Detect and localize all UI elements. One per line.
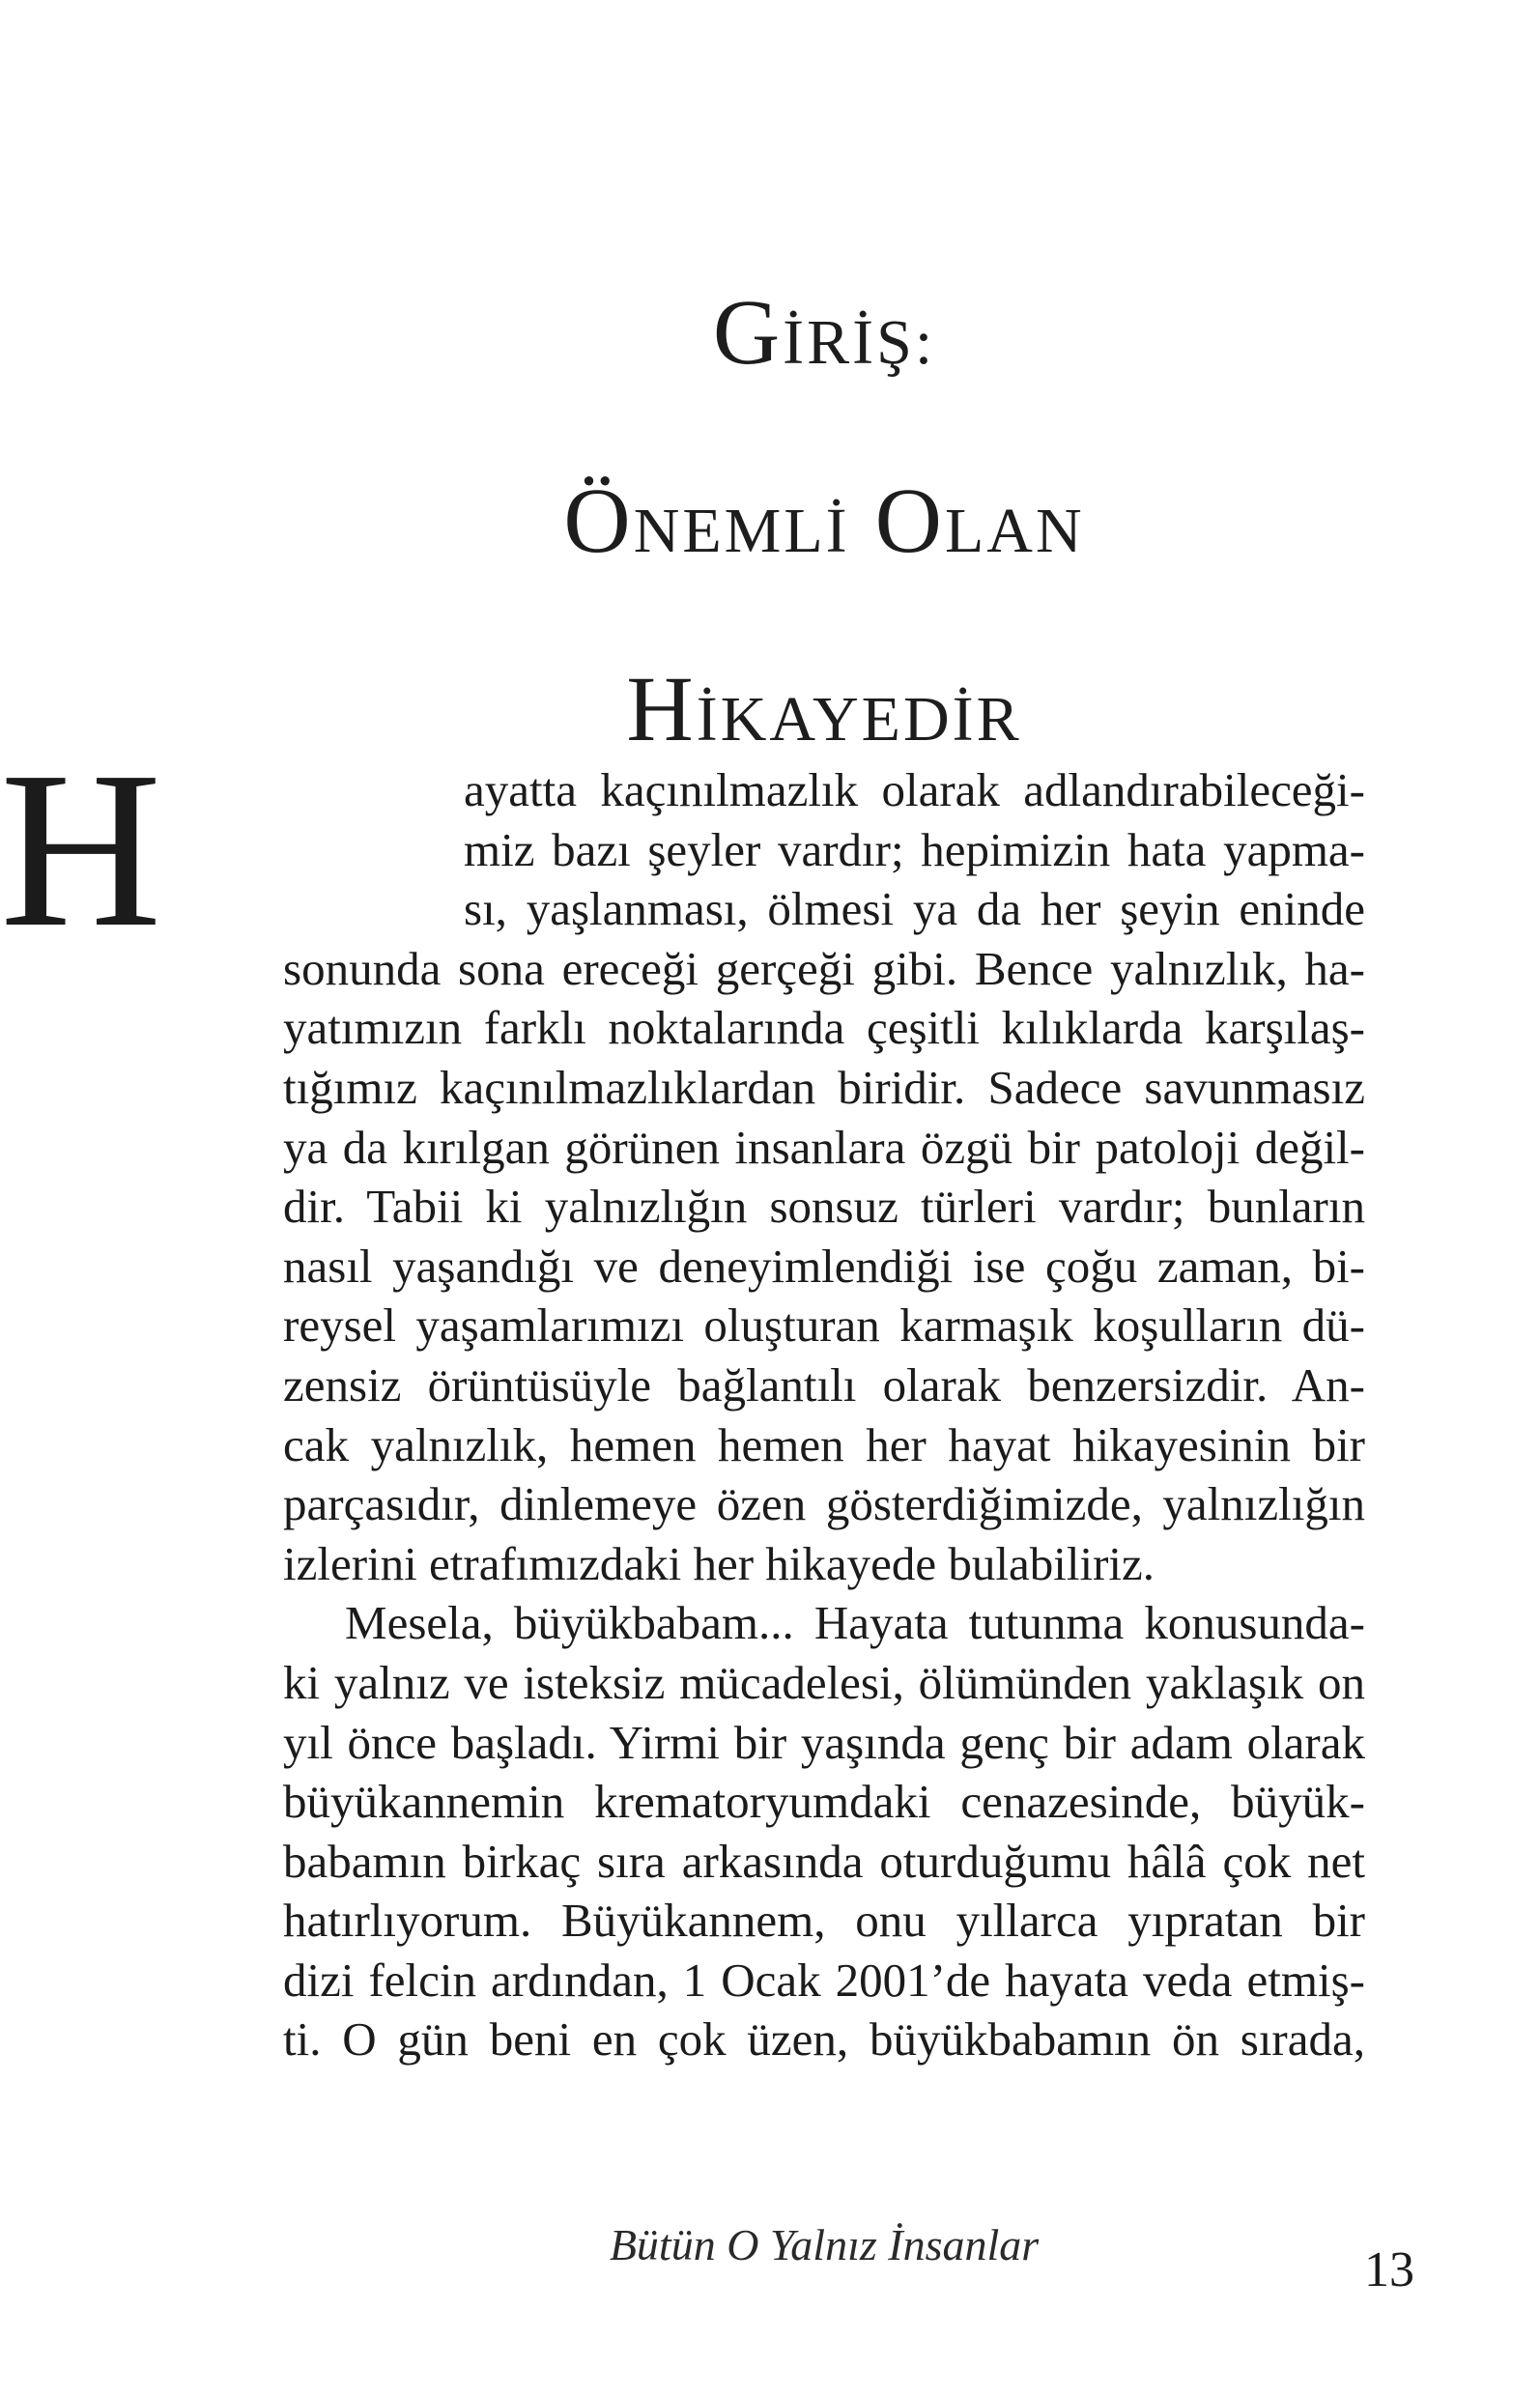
body-line: ayatta kaçınılmazlık olarak adlandırabileceği- [464,763,1365,816]
title-lead-cap: O [874,469,945,572]
body-line: sı, yaşlanması, ölmesi ya da her şeyin eninde [464,882,1365,936]
body-line: cak yalnızlık, hemen hemen her hayat hikayesinin bir [283,1417,1365,1471]
title-small-caps: İRİŞ: [783,307,936,378]
body-line: izlerini etrafımızdaki her hikayede bulabiliriz. [283,1536,1155,1590]
body-line: yıl önce başladı. Yirmi bir yaşında genç bir adam olarak [283,1715,1365,1769]
title-lead-cap: Ö [563,469,634,572]
page-number: 13 [1364,2242,1414,2297]
body-line: babamın birkaç sıra arkasında oturduğumu hâlâ çok net [283,1834,1365,1888]
title-small-caps: NEMLİ [633,496,850,566]
body-line: hatırlıyorum. Büyükannem, onu yıllarca yıpratan bir [283,1894,1365,1948]
chapter-title-line-2 [283,443,1365,625]
body-line: ya da kırılgan görünen insanlara özgü bir patoloji değil- [283,1120,1365,1174]
body-line: dizi felcin ardından, 1 Ocak 2001’de hayata veda etmiş- [283,1953,1365,2007]
body-line-paragraph-start: Mesela, büyükbabam... Hayata tutunma konusunda- [345,1596,1365,1650]
chapter-title [283,255,1365,813]
body-line: reysel yaşamlarımızı oluşturan karmaşık koşulların dü- [283,1298,1365,1353]
chapter-title-line-1 [283,255,1365,437]
body-line: tığımız kaçınılmazlıklardan biridir. Sadece savunmasız [283,1060,1365,1114]
body-line: sonunda sona ereceği gerçeği gibi. Bence yalnızlık, ha- [283,941,1365,995]
title-lead-cap: G [712,280,784,384]
body-line: büyükannemin krematoryumdaki cenazesinde, büyük- [283,1775,1365,1829]
drop-cap: H [0,726,162,974]
body-line: ti. O gün beni en çok üzen, büyükbabamın ön sırada, [283,2012,1365,2067]
body-line: zensiz örüntüsüyle bağlantılı olarak benzersizdir. An- [283,1357,1365,1412]
title-small-caps: İKAYEDİR [696,684,1022,755]
body-line: parçasıdır, dinlemeye özen gösterdiğimizde, yalnızlığın [283,1477,1365,1531]
running-title: Bütün O Yalnız İnsanlar [609,2220,1040,2269]
body-line: yatımızın farklı noktalarında çeşitli kılıklarda karşılaş- [283,1001,1365,1055]
body-line: ki yalnız ve isteksiz mücadelesi, ölümünden yaklaşık on [283,1655,1365,1709]
title-lead-cap: H [626,657,697,760]
body-text-block [283,760,1365,2069]
body-line: nasıl yaşandığı ve deneyimlendiği ise çoğu zaman, bi- [283,1239,1365,1293]
title-small-caps: LAN [944,496,1085,566]
body-line: dir. Tabii ki yalnızlığın sonsuz türleri vardır; bunların [283,1180,1365,1234]
body-line: miz bazı şeyler vardır; hepimizin hata yapma- [464,822,1365,876]
